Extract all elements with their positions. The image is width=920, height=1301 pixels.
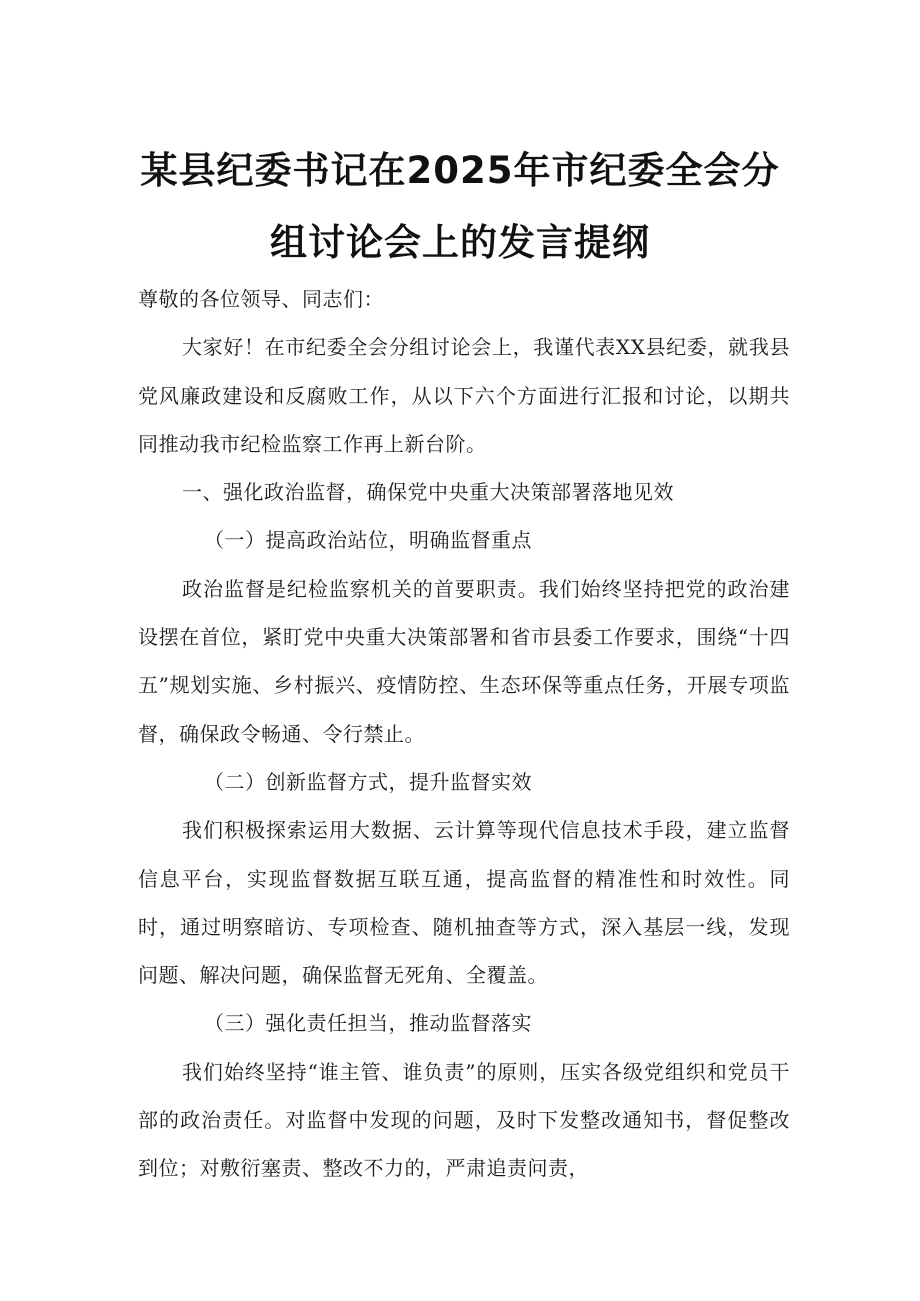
subsection-3-heading: （三）强化责任担当，推动监督落实: [204, 1011, 532, 1036]
document-title-line-1: 某县纪委书记在2025年市纪委全会分: [140, 149, 780, 192]
section-1-heading: 一、强化政治监督，确保党中央重大决策部署落地见效: [182, 480, 674, 505]
subsection-3-paragraph: 我们始终坚持“谁主管、谁负责”的原则，压实各级党组织和党员干部的政治责任。对监督中发现的问题，及时下发整改通知书，督促整改到位；对敷衍塞责、整改不力的，严肃追责问责，: [138, 1059, 790, 1181]
document-title-line-2: 组讨论会上的发言提纲: [270, 221, 650, 264]
subsection-2-paragraph: 我们积极探索运用大数据、云计算等现代信息技术手段，建立监督信息平台，实现监督数据互联互通，提高监督的精准性和时效性。同时，通过明察暗访、专项检查、随机抽查等方式，深入基层一线，发现问题、解决问题，确保监督无死角、全覆盖。: [138, 818, 790, 988]
document-body: [138, 275, 790, 1193]
subsection-1-paragraph: 政治监督是纪检监察机关的首要职责。我们始终坚持把党的政治建设摆在首位，紧盯党中央重大决策部署和省市县委工作要求，围绕“十四五”规划实施、乡村振兴、疫情防控、生态环保等重点任务，开展专项监督，确保政令畅通、令行禁止。: [138, 576, 790, 746]
subsection-2-heading: （二）创新监督方式，提升监督实效: [204, 769, 532, 794]
salutation: 尊敬的各位领导、同志们：: [138, 287, 384, 311]
intro-paragraph: 大家好！在市纪委全会分组讨论会上，我谨代表XX县纪委，就我县党风廉政建设和反腐败工作，从以下六个方面进行汇报和讨论，以期共同推动我市纪检监察工作再上新台阶。: [138, 335, 790, 456]
subsection-1-heading: （一）提高政治站位，明确监督重点: [204, 528, 532, 553]
